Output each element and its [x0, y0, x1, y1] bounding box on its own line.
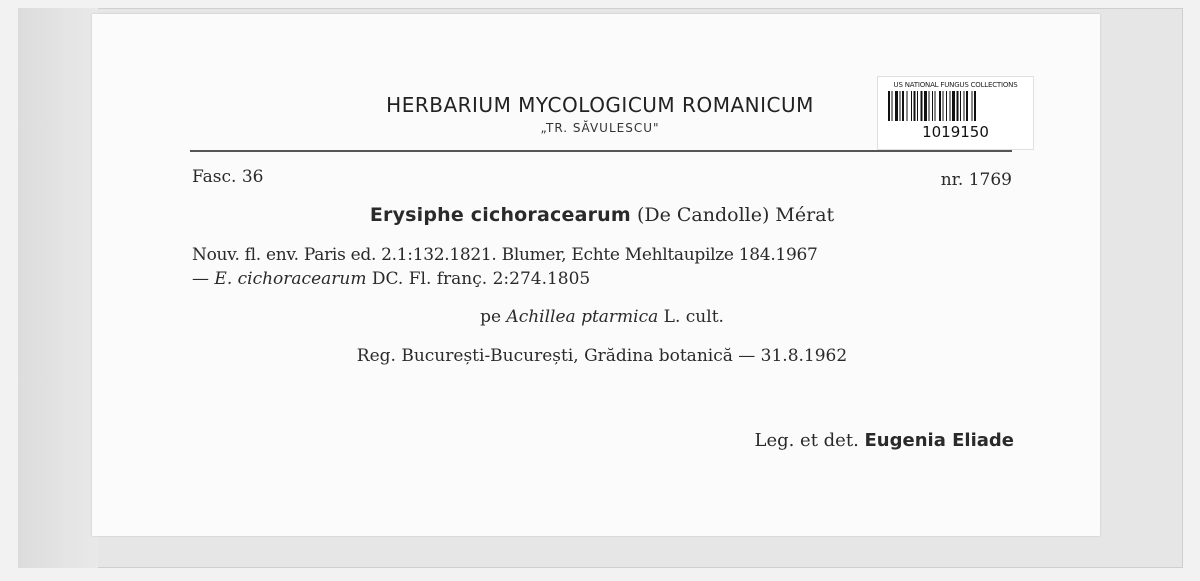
fascicle-number: Fasc. 36 — [192, 167, 264, 187]
host-prefix: pe — [480, 307, 507, 327]
herbarium-subtitle: „TR. SĂVULESCU" — [540, 121, 660, 135]
species-line — [192, 204, 1012, 226]
host-name: Achillea ptarmica — [506, 307, 659, 327]
synonym-name: E. cichoracearum — [214, 269, 367, 289]
collector-line — [754, 430, 1014, 451]
reference-line-1: Nouv. fl. env. Paris ed. 2.1:132.1821. Blumer, Echte Mehltaupilze 184.1967 — [192, 245, 818, 265]
reference-dash: — — [192, 269, 215, 289]
barcode-caption: US NATIONAL FUNGUS COLLECTIONS — [893, 81, 1018, 89]
reference-line-2 — [192, 269, 590, 289]
herbarium-title: HERBARIUM MYCOLOGICUM ROMANICUM — [386, 93, 814, 117]
locality-line: Reg. București-București, Grădina botanică — 31.8.1962 — [356, 346, 848, 366]
barcode-sticker — [877, 76, 1034, 150]
specimen-number: nr. 1769 — [940, 170, 1012, 190]
species-name: Erysiphe cichoracearum — [369, 204, 631, 226]
species-authority: (De Candolle) Mérat — [636, 204, 835, 226]
barcode-number: 1019150 — [922, 123, 989, 141]
synonym-citation: DC. Fl. franç. 2:274.1805 — [366, 269, 591, 289]
barcode-icon — [888, 91, 1023, 121]
envelope-flap — [18, 8, 98, 568]
collector-name: Eugenia Eliade — [864, 430, 1014, 451]
host-suffix: L. cult. — [658, 307, 724, 327]
collector-prefix: Leg. et det. — [754, 430, 865, 451]
host-line — [192, 307, 1012, 327]
header-divider — [190, 150, 1012, 152]
